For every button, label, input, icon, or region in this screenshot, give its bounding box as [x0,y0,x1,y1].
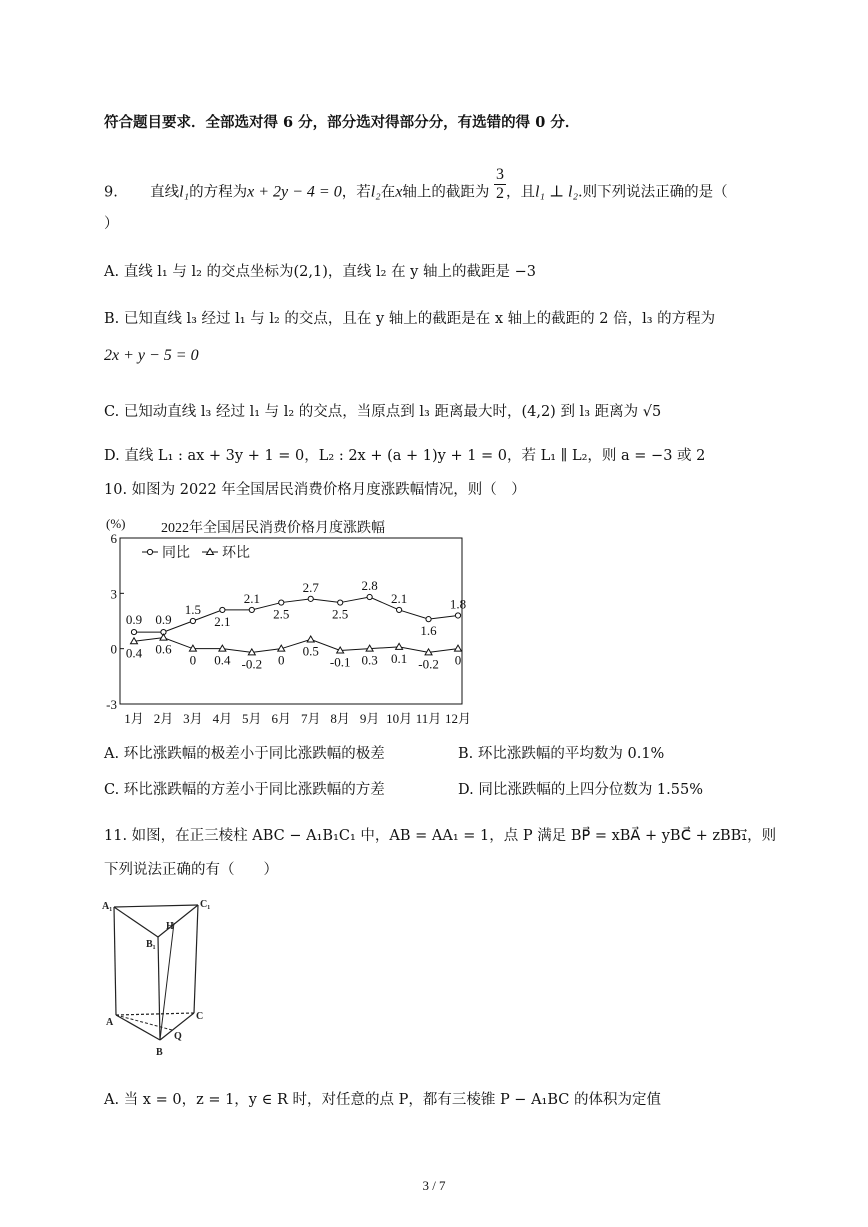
label-a1: A₁ [102,901,113,912]
prism-figure [102,895,212,1060]
q11-stem-line1: 11. 如图，在正三棱柱 ABC − A₁B₁C₁ 中，AB = AA₁ = 1，点 P 满足 BP⃗ = xBA⃗ + yBC⃗ + zBB₁⃗，则 [104,828,777,844]
data-label-s1-2: 0 [189,652,197,668]
edge-a-a1 [114,907,116,1015]
chart-title: 2022年全国居民消费价格月度涨跌幅 [161,521,385,536]
data-label-s0-6: 2.7 [302,579,319,595]
point-s0-9 [396,607,401,612]
data-label-s0-4: 2.1 [243,590,260,606]
x-tick-label-7: 8月 [330,711,350,726]
q9-option-c: C. 已知动直线 l₃ 经过 l₁ 与 l₂ 的交点，当原点到 l₃ 距离最大时，(4,2) 到 l₃ 距离为 √5 [104,404,662,420]
point-s0-6 [308,596,313,601]
q9-close: ） [104,216,119,232]
series-layer [126,578,466,671]
y-tick-label-1: 3 [110,586,117,602]
chart-ylabel: (%) [106,516,126,531]
data-label-s1-0: 0.4 [125,645,143,661]
data-label-s0-3: 2.1 [214,613,231,629]
point-s1-6 [307,636,314,642]
y-tick-label-0: 6 [110,531,117,546]
y-axis [106,531,124,712]
q10-option-d: D. 同比涨跌幅的上四分位数为 1.55% [458,782,703,798]
q9-equation: x + 2y − 4 = 0 [247,183,342,201]
legend-label-mom: 环比 [222,546,250,561]
point-s0-5 [279,600,284,605]
data-label-s0-5: 2.5 [273,606,290,622]
x-tick-label-3: 4月 [212,711,233,726]
x-tick-label-1: 2月 [153,711,174,726]
q9-l2: l₂ [370,183,381,201]
point-s0-2 [190,618,195,623]
q9-option-b-equation: 2x + y − 5 = 0 [104,347,199,364]
label-b1: B₁ [146,939,156,950]
q9-frac-num: 3 [495,166,504,183]
x-tick-label-8: 9月 [359,711,380,726]
edge-h-b [160,923,174,1040]
x-tick-label-11: 12月 [444,711,472,726]
x-tick-label-10: 11月 [415,711,442,726]
edge-a1-b1 [114,907,158,937]
x-tick-label-0: 1月 [124,711,144,726]
q9-x: x [395,183,403,201]
q9-option-b: B. 已知直线 l₃ 经过 l₁ 与 l₂ 的交点，且在 y 轴上的截距是在 x 轴上的截距的 2 倍，l₃ 的方程为 [104,311,716,327]
q9-text-e: 轴上的截距为 [402,184,490,201]
q9-text-d: 在 [380,184,396,201]
data-label-s1-3: 0.4 [214,652,231,668]
q9-text-b: 的方程为 [189,184,248,201]
data-label-s1-1: 0.6 [155,641,172,657]
data-label-s1-9: 0.1 [390,650,408,666]
q9-fraction [494,166,506,203]
data-label-s1-7: -0.1 [329,654,351,670]
data-label-s0-2: 1.5 [184,602,202,617]
data-label-s0-10: 1.6 [420,623,437,639]
edge-a-b [116,1015,160,1040]
point-s1-11 [455,645,462,651]
instruction-text: 符合题目要求．全部选对得 6 分，部分选对得部分分，有选错的得 0 分． [104,114,580,131]
q10-stem: 10. 如图为 2022 年全国居民消费价格月度涨跌幅情况，则（ ） [104,482,526,498]
label-a: A [106,1017,114,1028]
q9-text-f: ，且 [505,184,535,201]
point-s1-9 [396,643,403,649]
label-c1: C₁ [200,899,211,910]
point-s0-10 [426,617,431,622]
q9-option-a: A. 直线 l₁ 与 l₂ 的交点坐标为(2,1)，直线 l₂ 在 y 轴上的截距是 −3 [104,264,536,280]
x-tick-label-6: 7月 [300,711,321,726]
x-tick-label-2: 3月 [183,711,203,726]
page-number: 3 / 7 [422,1178,446,1193]
q9-stem [104,166,728,211]
point-s0-8 [367,594,372,599]
label-c: C [196,1011,204,1022]
edge-a1-c1 [114,905,198,907]
q10-option-b: B. 环比涨跌幅的平均数为 0.1% [458,746,665,762]
q9-number: 9. [104,184,118,201]
edge-a-c [116,1013,194,1015]
x-tick-label-9: 10月 [386,711,413,726]
edge-a-q [116,1015,172,1030]
x-tick-label-4: 5月 [242,711,262,726]
legend-marker-yoy [147,549,152,554]
label-q: Q [174,1031,182,1042]
point-s0-0 [131,629,136,634]
x-tick-label-5: 6月 [271,711,292,726]
q11-stem-line2: 下列说法正确的有（ ） [104,862,278,878]
q11-option-a: A. 当 x = 0，z = 1，y ∈ R 时，对任意的点 P，都有三棱锥 P − A₁BC 的体积为定值 [104,1092,661,1108]
data-label-s0-7: 2.5 [332,606,349,622]
point-s1-1 [160,634,167,640]
point-s0-3 [220,607,225,612]
data-label-s1-6: 0.5 [302,643,319,659]
cpi-line-chart [98,512,478,732]
series-line-1 [134,638,458,653]
data-label-s0-8: 2.8 [361,578,378,594]
q9-frac-den: 2 [495,185,504,202]
q10-option-c: C. 环比涨跌幅的方差小于同比涨跌幅的方差 [104,782,385,798]
legend-label-yoy: 同比 [162,546,190,561]
label-b: B [156,1047,163,1058]
q9-l1: l₁ [179,183,190,201]
chart-legend [142,545,250,561]
q9-text-c: ，若 [341,184,371,201]
y-tick-label-3: -3 [106,697,117,712]
data-label-s1-11: 0 [454,652,462,668]
data-label-s0-1: 0.9 [155,612,172,628]
data-label-s1-10: -0.2 [418,656,439,672]
q9-text-g: .则下列说法正确的是（ [578,184,728,201]
point-s0-4 [249,607,254,612]
q9-text-a: 直线 [150,184,180,201]
data-label-s0-9: 2.1 [390,590,408,606]
data-label-s0-11: 1.8 [449,596,467,612]
q9-perp: l₁ ⊥ l₂ [534,183,579,201]
point-s0-11 [455,613,460,618]
data-label-s1-5: 0 [278,652,285,668]
data-label-s1-4: -0.2 [241,656,263,672]
q10-option-a: A. 环比涨跌幅的极差小于同比涨跌幅的极差 [104,746,385,762]
series-line-0 [134,597,458,632]
point-s0-7 [338,600,343,605]
y-tick-label-2: 0 [110,641,117,657]
edge-b1-c1 [158,905,198,937]
edge-c-c1 [194,905,198,1013]
label-h: H [166,921,174,932]
data-label-s0-0: 0.9 [125,612,143,628]
edge-b-b1 [158,937,160,1040]
data-label-s1-8: 0.3 [361,652,378,668]
x-axis [124,711,471,726]
q9-option-d: D. 直线 L₁ : ax + 3y + 1 = 0，L₂ : 2x + (a + 1)y + 1 = 0，若 L₁ ∥ L₂，则 a = −3 或 2 [104,448,706,464]
